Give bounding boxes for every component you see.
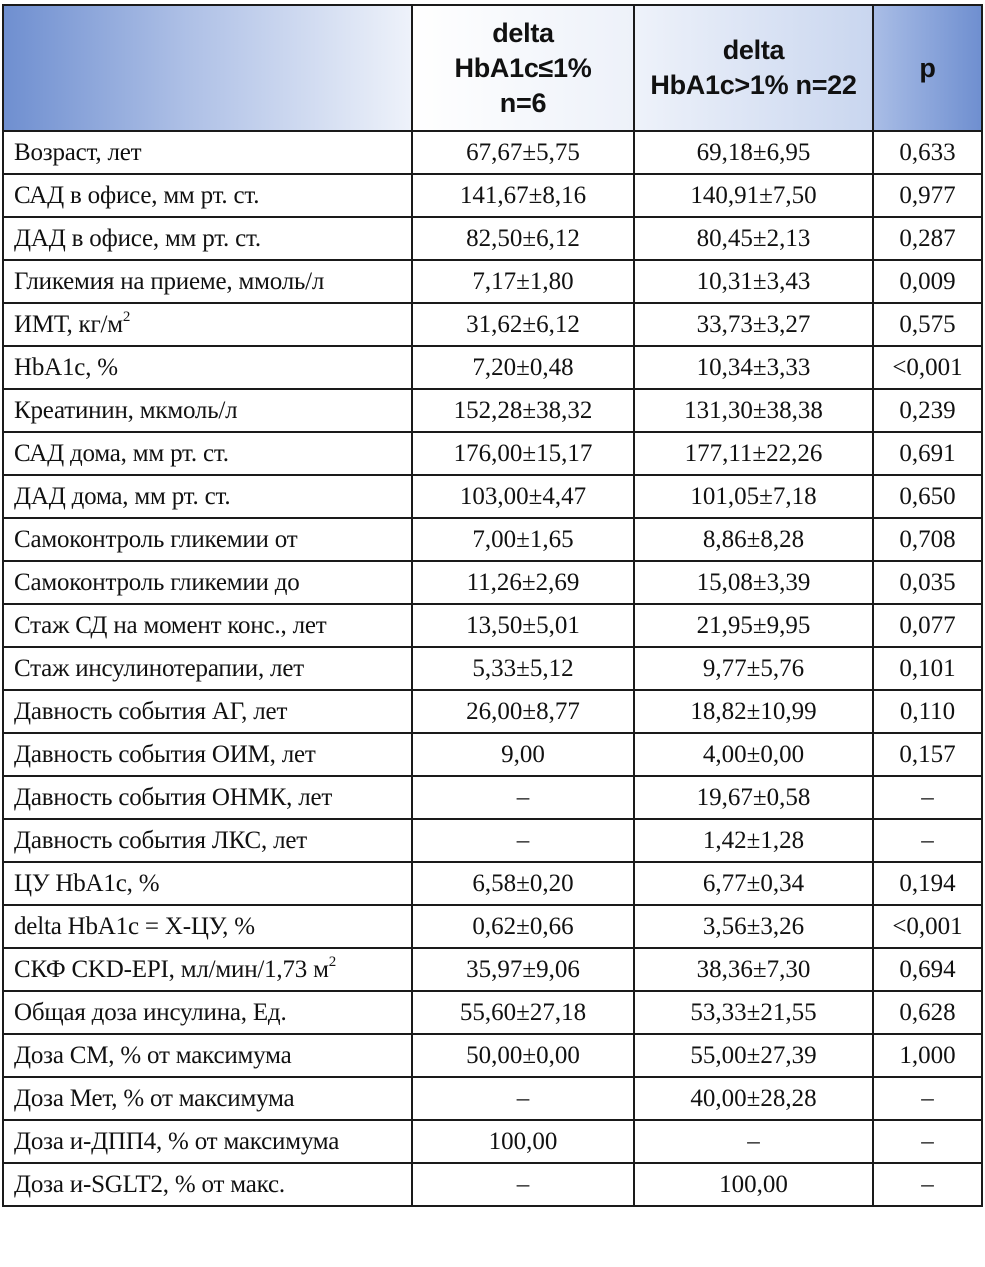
group-2-value: 55,00±27,39: [634, 1034, 873, 1077]
table-row: [3, 303, 982, 346]
group-1-value: 176,00±15,17: [412, 432, 634, 475]
p-value: <0,001: [873, 346, 982, 389]
group-2-value: 21,95±9,95: [634, 604, 873, 647]
group-1-value: 7,20±0,48: [412, 346, 634, 389]
table-row: [3, 561, 982, 604]
table-row: [3, 819, 982, 862]
group-2-value: 40,00±28,28: [634, 1077, 873, 1120]
parameter-label: Давность события ОНМК, лет: [14, 783, 333, 811]
group-2-value: 69,18±6,95: [634, 131, 873, 174]
parameter-label: САД в офисе, мм рт. ст.: [14, 181, 260, 209]
header-group-2: delta HbA1c>1% n=22: [634, 5, 873, 131]
group-1-value: 35,97±9,06: [412, 948, 634, 991]
parameter-cell: [3, 948, 412, 991]
p-value: 0,708: [873, 518, 982, 561]
table-row: [3, 862, 982, 905]
group-2-value: 33,73±3,27: [634, 303, 873, 346]
parameter-label: ЦУ HbA1c, %: [14, 869, 160, 897]
group-1-value: 67,67±5,75: [412, 131, 634, 174]
table-row: [3, 733, 982, 776]
group-2-value: 6,77±0,34: [634, 862, 873, 905]
table-row: [3, 432, 982, 475]
p-value: –: [873, 1163, 982, 1206]
parameter-cell: [3, 131, 412, 174]
parameter-label: Доза и-ДПП4, % от максимума: [14, 1127, 340, 1155]
group-2-value: 15,08±3,39: [634, 561, 873, 604]
group-2-value: 18,82±10,99: [634, 690, 873, 733]
table-row: [3, 991, 982, 1034]
header-corner-cell: [3, 5, 412, 131]
parameter-cell: [3, 1163, 412, 1206]
group-2-value: 3,56±3,26: [634, 905, 873, 948]
table-body: [3, 131, 982, 1206]
p-value: 0,101: [873, 647, 982, 690]
parameter-label: ДАД дома, мм рт. ст.: [14, 482, 231, 510]
group-1-value: 26,00±8,77: [412, 690, 634, 733]
table-row: [3, 475, 982, 518]
parameter-cell: [3, 690, 412, 733]
parameter-label: delta HbA1c = Х-ЦУ, %: [14, 912, 255, 940]
p-value: 0,633: [873, 131, 982, 174]
table-row: [3, 518, 982, 561]
group-2-value: 38,36±7,30: [634, 948, 873, 991]
p-value: 0,977: [873, 174, 982, 217]
parameter-label: HbA1c, %: [14, 353, 118, 381]
group-2-value: 1,42±1,28: [634, 819, 873, 862]
parameter-label: Доза СМ, % от максимума: [14, 1041, 292, 1069]
parameter-label: Гликемия на приеме, ммоль/л: [14, 267, 325, 295]
p-value: –: [873, 819, 982, 862]
table-row: [3, 174, 982, 217]
table-row: [3, 776, 982, 819]
table-row: [3, 1163, 982, 1206]
group-2-value: 10,34±3,33: [634, 346, 873, 389]
group-1-value: 141,67±8,16: [412, 174, 634, 217]
group-1-value: 7,00±1,65: [412, 518, 634, 561]
group-1-value: –: [412, 1163, 634, 1206]
group-2-value: 8,86±8,28: [634, 518, 873, 561]
p-value: –: [873, 1077, 982, 1120]
group-2-value: 177,11±22,26: [634, 432, 873, 475]
group-1-value: 13,50±5,01: [412, 604, 634, 647]
parameter-label: Самоконтроль гликемии до: [14, 568, 300, 596]
parameter-label: Доза и-SGLT2, % от макс.: [14, 1170, 285, 1198]
parameter-label: Стаж СД на момент конс., лет: [14, 611, 327, 639]
parameter-cell: [3, 905, 412, 948]
parameter-label: СКФ CKD-EPI, мл/мин/1,73 м: [14, 955, 329, 983]
parameter-cell: [3, 1120, 412, 1163]
parameter-cell: [3, 346, 412, 389]
group-1-value: 82,50±6,12: [412, 217, 634, 260]
parameter-cell: [3, 217, 412, 260]
parameter-cell: [3, 561, 412, 604]
group-1-value: 11,26±2,69: [412, 561, 634, 604]
table-row: [3, 131, 982, 174]
superscript: 2: [328, 953, 337, 970]
group-2-value: 53,33±21,55: [634, 991, 873, 1034]
group-1-value: 50,00±0,00: [412, 1034, 634, 1077]
parameter-cell: [3, 432, 412, 475]
group-1-value: 55,60±27,18: [412, 991, 634, 1034]
p-value: 1,000: [873, 1034, 982, 1077]
header-p-value: p: [873, 5, 982, 131]
group-1-value: 152,28±38,32: [412, 389, 634, 432]
parameter-cell: [3, 819, 412, 862]
parameter-cell: [3, 518, 412, 561]
p-value: 0,287: [873, 217, 982, 260]
p-value: –: [873, 1120, 982, 1163]
group-1-value: 0,62±0,66: [412, 905, 634, 948]
parameter-cell: [3, 303, 412, 346]
parameter-cell: [3, 475, 412, 518]
parameter-label: Давность события ЛКС, лет: [14, 826, 307, 854]
table-row: [3, 1077, 982, 1120]
parameter-label: Общая доза инсулина, Ед.: [14, 998, 287, 1026]
table-header: [3, 5, 982, 131]
table-row: [3, 1120, 982, 1163]
p-value: 0,157: [873, 733, 982, 776]
group-2-value: 10,31±3,43: [634, 260, 873, 303]
group-1-value: 7,17±1,80: [412, 260, 634, 303]
p-value: 0,035: [873, 561, 982, 604]
table-row: [3, 690, 982, 733]
parameter-cell: [3, 1077, 412, 1120]
p-value: 0,628: [873, 991, 982, 1034]
group-2-value: 80,45±2,13: [634, 217, 873, 260]
header-group-1: delta HbA1c≤1% n=6: [412, 5, 634, 131]
table-row: [3, 346, 982, 389]
p-value: 0,650: [873, 475, 982, 518]
p-value: 0,009: [873, 260, 982, 303]
group-1-value: –: [412, 1077, 634, 1120]
parameter-cell: [3, 862, 412, 905]
table-row: [3, 604, 982, 647]
p-value: 0,691: [873, 432, 982, 475]
group-1-value: 5,33±5,12: [412, 647, 634, 690]
table-row: [3, 217, 982, 260]
group-1-value: 9,00: [412, 733, 634, 776]
superscript: 2: [122, 308, 131, 325]
table-row: [3, 647, 982, 690]
group-1-value: 103,00±4,47: [412, 475, 634, 518]
parameter-cell: [3, 604, 412, 647]
group-2-value: 9,77±5,76: [634, 647, 873, 690]
table-row: [3, 948, 982, 991]
parameter-cell: [3, 776, 412, 819]
p-value: 0,239: [873, 389, 982, 432]
group-2-value: 140,91±7,50: [634, 174, 873, 217]
parameter-cell: [3, 260, 412, 303]
table-row: [3, 260, 982, 303]
parameter-label: Стаж инсулинотерапии, лет: [14, 654, 304, 682]
p-value: 0,694: [873, 948, 982, 991]
parameter-cell: [3, 647, 412, 690]
p-value: 0,575: [873, 303, 982, 346]
parameter-label: Давность события АГ, лет: [14, 697, 288, 725]
parameter-cell: [3, 991, 412, 1034]
group-1-value: 31,62±6,12: [412, 303, 634, 346]
group-2-value: 100,00: [634, 1163, 873, 1206]
group-1-value: –: [412, 776, 634, 819]
parameter-label: Давность события ОИМ, лет: [14, 740, 316, 768]
group-2-value: 101,05±7,18: [634, 475, 873, 518]
parameter-cell: [3, 1034, 412, 1077]
group-1-value: 6,58±0,20: [412, 862, 634, 905]
p-value: 0,110: [873, 690, 982, 733]
parameter-label: Креатинин, мкмоль/л: [14, 396, 238, 424]
parameter-label: САД дома, мм рт. ст.: [14, 439, 229, 467]
group-2-value: 131,30±38,38: [634, 389, 873, 432]
parameter-label: ИМТ, кг/м: [14, 310, 123, 338]
header-row: [3, 5, 982, 131]
p-value: <0,001: [873, 905, 982, 948]
parameter-label: Возраст, лет: [14, 138, 142, 166]
parameter-label: Самоконтроль гликемии от: [14, 525, 298, 553]
group-2-value: 4,00±0,00: [634, 733, 873, 776]
p-value: 0,194: [873, 862, 982, 905]
table-row: [3, 389, 982, 432]
parameter-cell: [3, 733, 412, 776]
table-row: [3, 1034, 982, 1077]
p-value: –: [873, 776, 982, 819]
group-2-value: 19,67±0,58: [634, 776, 873, 819]
parameter-label: Доза Мет, % от максимума: [14, 1084, 295, 1112]
group-1-value: –: [412, 819, 634, 862]
comparison-table: [2, 4, 983, 1207]
group-2-value: –: [634, 1120, 873, 1163]
p-value: 0,077: [873, 604, 982, 647]
parameter-label: ДАД в офисе, мм рт. ст.: [14, 224, 261, 252]
parameter-cell: [3, 389, 412, 432]
table-row: [3, 905, 982, 948]
group-1-value: 100,00: [412, 1120, 634, 1163]
parameter-cell: [3, 174, 412, 217]
